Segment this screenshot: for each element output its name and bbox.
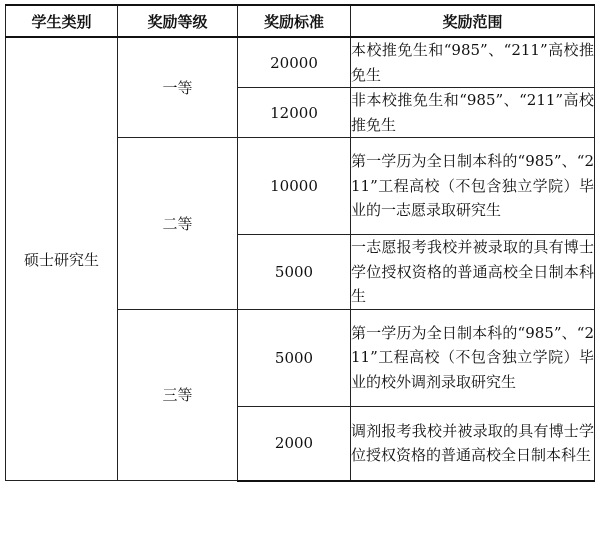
header-student-category: 学生类别 [6, 5, 118, 37]
award-table [5, 4, 595, 482]
header-award-amount: 奖励标准 [238, 5, 351, 37]
award-scope-cell: 一志愿报考我校并被录取的具有博士学位授权资格的普通高校全日制本科生 [351, 235, 595, 310]
award-amount-cell: 5000 [238, 235, 351, 310]
award-scope-cell: 非本校推免生和“985”、“211”高校推免生 [351, 88, 595, 138]
table-header-row [6, 5, 595, 37]
award-scope-cell: 调剂报考我校并被录取的具有博士学位授权资格的普通高校全日制本科生 [351, 406, 595, 481]
award-scope-cell: 本校推免生和“985”、“211”高校推免生 [351, 37, 595, 88]
award-amount-cell: 10000 [238, 138, 351, 235]
award-amount-cell: 2000 [238, 406, 351, 481]
award-level-third: 三等 [118, 309, 238, 481]
header-award-scope: 奖励范围 [351, 5, 595, 37]
award-scope-cell: 第一学历为全日制本科的“985”、“211”工程高校（不包含独立学院）毕业的一志愿录取研究生 [351, 138, 595, 235]
award-amount-cell: 12000 [238, 88, 351, 138]
table-row [6, 37, 595, 88]
student-category-cell: 硕士研究生 [6, 37, 118, 481]
award-scope-cell: 第一学历为全日制本科的“985”、“211”工程高校（不包含独立学院）毕业的校外调剂录取研究生 [351, 309, 595, 406]
award-amount-cell: 20000 [238, 37, 351, 88]
award-level-first: 一等 [118, 37, 238, 138]
award-amount-cell: 5000 [238, 309, 351, 406]
header-award-level: 奖励等级 [118, 5, 238, 37]
award-level-second: 二等 [118, 138, 238, 310]
